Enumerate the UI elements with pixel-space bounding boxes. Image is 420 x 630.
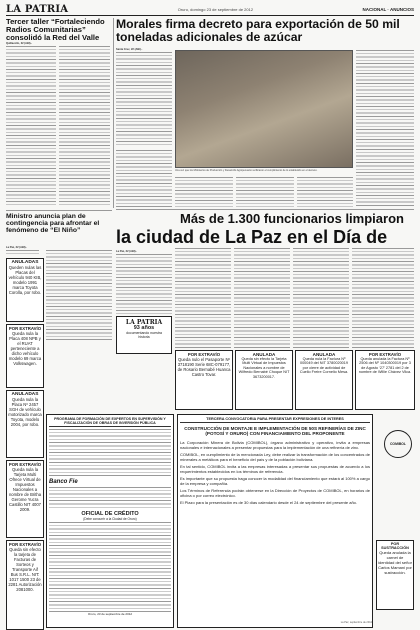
bank-logo: Banco Fie	[49, 479, 78, 486]
classified-ad-body: Queda anulada la carnet de identidad del señor Carlos Mamani por sustracción.	[378, 550, 412, 575]
bank-offer-intro	[49, 487, 171, 509]
classified-ad	[6, 258, 44, 322]
offer-subtitle: (Debe concurrir a la Ciudad de Oruro)	[83, 516, 137, 521]
comibol-logo	[384, 430, 412, 458]
story2-body-lower	[175, 177, 233, 207]
story3-body-col3	[234, 248, 290, 348]
classified-ad-title: POR EXTRAVÍO	[8, 542, 42, 547]
masthead	[6, 3, 414, 16]
story3-body-col5	[352, 248, 414, 348]
classified-ad-body: Queda anulada la Factura Nº 2506 del Nº 1040300019 por 3 de Agosto ‘27’ 2781 del 2 de nombre de Willie Chávez Vilca.	[358, 357, 412, 375]
classified-ad-title: ANULADAS	[11, 260, 39, 265]
classified-ad-title: ANULADA	[312, 352, 336, 357]
story3-body-col2	[175, 248, 231, 348]
classified-ad-body: Queda sin efecto la tarjeta de Facturas de Sorteos y Transporte Aif Bus S.R.L. NIT: 1017 1500 23 de 2281 Autorización 2081000.	[8, 547, 42, 592]
story3-body-col4	[293, 248, 349, 348]
newspaper-logo: LA PATRIA	[6, 3, 69, 15]
classified-ad-body: Queden nulas las Placas del vehículo 940 KIB, modelo 1991 marca Toyota Corolla, por robo.	[8, 265, 42, 295]
house-ad	[116, 316, 172, 354]
story2-body-lower2	[236, 177, 294, 207]
left-classifieds	[6, 258, 44, 630]
story2-body	[116, 52, 172, 147]
offer-footer: Oruro, 23 de septiembre de 2012	[87, 611, 133, 616]
tender-box	[177, 414, 373, 628]
program-title: PROGRAMA DE FORMACIÓN DE EXPERTOS EN SUPERVISIÓN Y FISCALIZACIÓN DE OBRAS DE INVERSIÓN PÚBLICA	[49, 417, 171, 427]
classified-ad-title: ANULADA	[252, 352, 276, 357]
classified-ad-title: POR EXTRAVÍO	[368, 352, 402, 357]
program-box	[46, 414, 174, 628]
story4-body	[6, 250, 39, 256]
classified-ad	[6, 540, 44, 630]
offer-title: OFICIAL DE CRÉDITO	[81, 510, 139, 517]
classified-ad-title: POR EXTRAVÍO	[8, 326, 42, 331]
classified-ad	[175, 350, 233, 410]
section-label: NACIONAL · ANUNCIOS	[362, 6, 414, 12]
tender-paragraph: Es importante que su propuesta haga conocer la modalidad del financiamiento que estará al 100% a cargo de la empresa y compañía.	[180, 475, 370, 486]
story2-photo	[175, 50, 353, 168]
program-body	[49, 429, 171, 477]
story2-body-col3	[356, 50, 414, 170]
classified-ad-body: Queda nula la Tarjeta Multi Ofrece Virtual de Impuestos Nacionales a nombre de Britha Gerome Yucra Castillo NIT 4007 2009.	[8, 467, 42, 512]
tender-paragraph: En tal sentido, COMIBOL invita a las empresas interesadas a presentar sus propuestas de acuerdo a los requerimientos establecidos en los términos de referencia.	[180, 463, 370, 474]
classified-ad	[376, 540, 414, 610]
tender-footer-note: La Paz, septiembre de 2012	[340, 621, 372, 624]
story2-body-lower4	[356, 172, 414, 207]
story1-headline: Tercer taller “Fortaleciendo Radios Comunitarias” consolidó la Red del Valle	[6, 17, 105, 42]
story2-caption: Una vez que los Ministerios de Producción y Desarrollo Agropecuario verificaron el cumplimiento de lo establecido en el decreto.	[175, 169, 318, 172]
comibol-logo-text: COMIBOL	[389, 442, 406, 446]
classified-ad	[6, 324, 44, 388]
column-divider	[113, 18, 114, 208]
section-divider-left	[6, 210, 112, 211]
house-ad-line2: documentando nuestra	[126, 331, 162, 335]
offer-body	[49, 522, 171, 612]
story1-body-col2	[59, 46, 110, 206]
story3-body	[116, 254, 172, 314]
story1-body	[6, 46, 56, 206]
story1-dateline: Quillacollo, 22 (ABI).-	[6, 42, 33, 45]
classified-ad	[6, 390, 44, 458]
story4-dateline: La Paz, 22 (ABI).-	[6, 246, 28, 249]
story2-body-col1b	[116, 150, 172, 207]
classified-ad	[355, 350, 415, 410]
issue-date: Oruro, domingo 23 de septiembre de 2012	[177, 6, 254, 12]
classified-ad	[295, 350, 353, 410]
classified-ad-body: Queda nula la Placa Nº 2457 SGH de vehículo motorizado marca Toyota, modelo 2004, por robo.	[8, 397, 42, 427]
classified-ad-body: Queda nula la Placa 408 NPB y el RUAT perteneciente a dicho vehículo modelo 69 marca Volkswagen.	[8, 331, 42, 366]
classified-ad-title: ANULADAS	[11, 392, 39, 397]
story2-dateline: Santa Cruz, 22 (ABI).-	[116, 48, 143, 51]
section-divider	[116, 209, 414, 210]
tender-paragraph: Los Términos de Referencia podrán obtenerse en la Dirección de Proyectos de COMIBOL, en horarios de oficina o por correo electrónico.	[180, 487, 370, 498]
house-ad-brand: LA PATRIA	[125, 319, 163, 326]
tender-paragraph: COMIBOL, en cumplimiento de la mencionada Ley, debe realizar la transformación de los concentrados de minerales a metálicos para el beneficio del país y de la población boliviana.	[180, 451, 370, 462]
story2-headline: Morales firma decreto para exportación de 50 mil toneladas adicionales de azúcar	[116, 17, 400, 44]
house-ad-line3: historia	[138, 335, 150, 339]
classified-ad-title: POR EXTRAVÍO	[187, 352, 221, 357]
classified-ad	[235, 350, 293, 410]
story3-dateline: La Paz, 22 (ABI).-	[116, 250, 138, 253]
story4-body-col2	[46, 250, 112, 340]
story2-body-lower3	[297, 177, 353, 207]
classified-ad-body: Queda nulo el Pasaporte Nº 3718190 Serie 68C-079177, de Rosario Bernabé Huanca Castro Tovar.	[177, 357, 231, 377]
tender-heading: TERCERA CONVOCATORIA PARA PRESENTAR EXPRESIONES DE INTERES	[180, 417, 370, 423]
classified-ad	[6, 460, 44, 538]
classified-ad-title: POR SUSTRACCIÓN	[381, 542, 409, 550]
story3-headline: Más de 1.300 funcionarios limpiaron	[180, 211, 404, 226]
tender-paragraph: El Plazo para la presentación es de 30 días calendario desde el 24 de septiembre del presente año.	[180, 499, 358, 505]
house-ad-line1: 93 años	[133, 325, 155, 331]
classified-ad-body: Queda sin efecto la Tarjeta Multi Virtual de Impuestos Nacionales a nombre de Wilfredo Bernabé Choque NIT 3673200017.	[238, 357, 290, 379]
classified-ad-body: Queda nula la Factura Nº 000049 del NIT 3780020019 por cierre de actividad de Cuello Freire Cornelio Mesa.	[299, 357, 349, 375]
classified-ad-title: POR EXTRAVÍO	[8, 462, 42, 467]
story4-headline: Ministro anuncia plan de contingencia para afrontar el fenómeno de “El Niño”	[6, 213, 100, 235]
tender-paragraph: La Corporación Minera de Bolivia (COMIBOL), órgano administrativo y operativo, invita a empresas nacionales e internacionales a presentar propuestas para la implementación de una refinería de zinc.	[180, 439, 370, 450]
mid-classifieds	[175, 350, 415, 410]
tender-title: CONSTRUCCIÓN DE MONTAJE E IMPLEMENTACIÓN DE 50S REFINERÍAS DE ZINC (POTOSÍ Y ORURO) CON FINANCIAMIENTO DEL PROPONENTE	[184, 426, 366, 437]
story3-headline-line2: la ciudad de La Paz en el Día de	[116, 228, 388, 247]
